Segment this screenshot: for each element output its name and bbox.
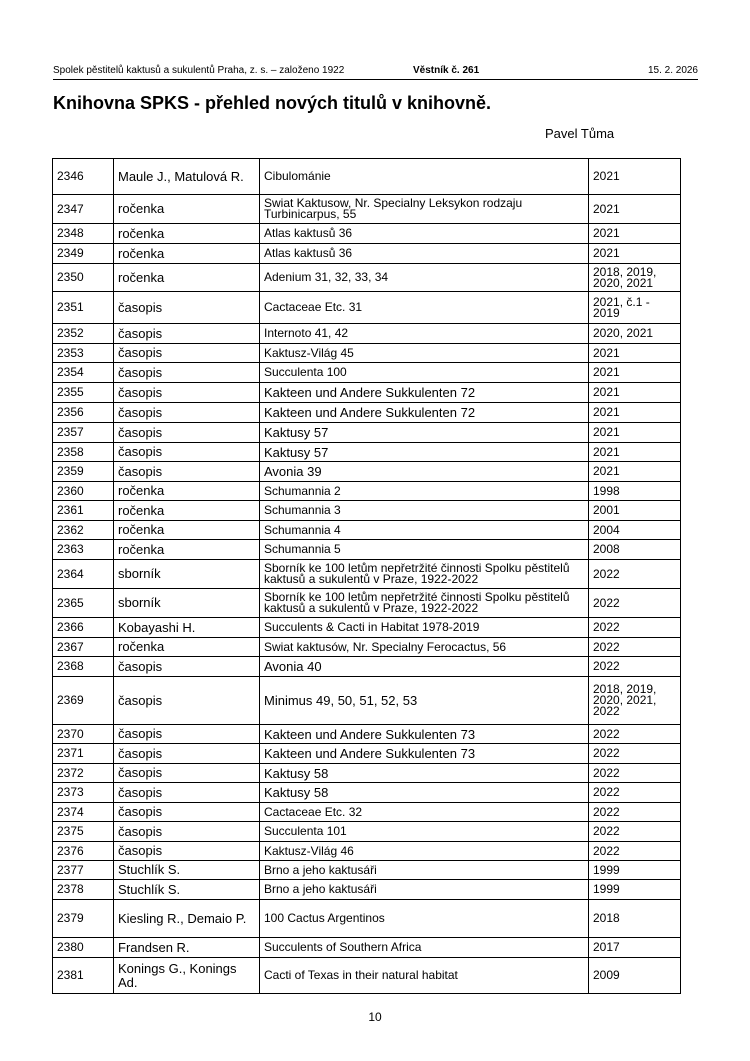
author-cell: Stuchlík S. [114,880,260,900]
year-cell: 2021 [589,224,681,244]
table-row [53,560,681,589]
title-cell: Adenium 31, 32, 33, 34 [260,264,589,292]
author-cell: ročenka [114,501,260,521]
catalog-number-cell: 2346 [53,159,114,195]
title-cell: Kakteen und Andere Sukkulenten 72 [260,383,589,403]
author-cell: sborník [114,589,260,618]
year-cell: 2021 [589,244,681,264]
author-cell: časopis [114,403,260,423]
table-row [53,657,681,677]
table-row [53,861,681,880]
title-cell: Cibulománie [260,159,589,195]
author-cell: ročenka [114,224,260,244]
page-title: Knihovna SPKS - přehled nových titulů v knihovně. [53,93,492,113]
year-cell: 2022 [589,725,681,744]
issue-date: 15. 2. 2026 [647,65,698,76]
catalog-number-cell: 2375 [53,822,114,842]
table-row [53,589,681,618]
title-cell: Atlas kaktusů 36 [260,244,589,264]
catalog-number-cell: 2372 [53,764,114,783]
title-cell: Kaktusy 57 [260,443,589,462]
year-cell: 2018 [589,900,681,938]
table-row [53,292,681,324]
author-cell: časopis [114,363,260,383]
author-cell: časopis [114,822,260,842]
catalog-number-cell: 2374 [53,803,114,822]
catalog-number-cell: 2359 [53,462,114,482]
catalog-number-cell: 2370 [53,725,114,744]
catalog-number-cell: 2351 [53,292,114,324]
catalog-number-cell: 2355 [53,383,114,403]
table-row [53,244,681,264]
year-cell: 2021 [589,462,681,482]
author-cell: Stuchlík S. [114,861,260,880]
year-cell: 2022 [589,618,681,638]
author-cell: časopis [114,803,260,822]
catalog-number-cell: 2368 [53,657,114,677]
title-cell: Internoto 41, 42 [260,324,589,344]
title-cell: Kaktusy 58 [260,783,589,803]
author-cell: časopis [114,423,260,443]
catalog-number-cell: 2367 [53,638,114,657]
year-cell: 1999 [589,861,681,880]
year-cell: 2008 [589,540,681,560]
author-cell: časopis [114,677,260,725]
catalog-number-cell: 2365 [53,589,114,618]
year-cell: 2021 [589,363,681,383]
catalog-number-cell: 2369 [53,677,114,725]
author-cell: Maule J., Matulová R. [114,159,260,195]
author-cell: časopis [114,344,260,363]
table-row [53,540,681,560]
year-cell: 2004 [589,521,681,540]
header-divider [53,79,698,80]
library-titles-table [52,158,681,994]
catalog-number-cell: 2376 [53,842,114,861]
table-row [53,938,681,958]
catalog-number-cell: 2347 [53,195,114,224]
year-cell: 2020, 2021 [589,324,681,344]
catalog-number-cell: 2348 [53,224,114,244]
catalog-number-cell: 2358 [53,443,114,462]
author-cell: časopis [114,783,260,803]
catalog-number-cell: 2373 [53,783,114,803]
table-row [53,501,681,521]
author-cell: časopis [114,462,260,482]
catalog-number-cell: 2354 [53,363,114,383]
catalog-number-cell: 2350 [53,264,114,292]
year-cell: 2022 [589,842,681,861]
author-cell: časopis [114,725,260,744]
year-cell: 2022 [589,744,681,764]
author-cell: sborník [114,560,260,589]
page-number: 10 [368,1010,382,1024]
catalog-number-cell: 2364 [53,560,114,589]
table-row [53,363,681,383]
catalog-number-cell: 2353 [53,344,114,363]
title-cell: Sborník ke 100 letům nepřetržité činnosti Spolku pěstitelů kaktusů a sukulentů v Praze, 1922-2022 [260,560,589,589]
article-author: Pavel Tůma [545,126,615,141]
author-cell: časopis [114,292,260,324]
table-row [53,783,681,803]
author-cell: časopis [114,324,260,344]
author-cell: časopis [114,383,260,403]
table-row [53,725,681,744]
author-cell: ročenka [114,244,260,264]
title-cell: Minimus 49, 50, 51, 52, 53 [260,677,589,725]
table-row [53,677,681,725]
society-name: Spolek pěstitelů kaktusů a sukulentů Praha, z. s. – založeno 1922 [53,65,345,76]
year-cell: 2022 [589,589,681,618]
year-cell: 2022 [589,560,681,589]
table-row [53,822,681,842]
catalog-number-cell: 2363 [53,540,114,560]
title-cell: Succulenta 100 [260,363,589,383]
year-cell: 2022 [589,803,681,822]
year-cell: 2022 [589,657,681,677]
year-cell: 2018, 2019, 2020, 2021, 2022 [589,677,681,725]
year-cell: 2022 [589,638,681,657]
year-cell: 2018, 2019, 2020, 2021 [589,264,681,292]
title-cell: Kaktusy 57 [260,423,589,443]
table-row [53,638,681,657]
catalog-number-cell: 2349 [53,244,114,264]
title-cell: Kaktusy 58 [260,764,589,783]
table-row [53,618,681,638]
year-cell: 2009 [589,958,681,994]
catalog-number-cell: 2362 [53,521,114,540]
author-cell: ročenka [114,638,260,657]
table-row [53,462,681,482]
catalog-number-cell: 2357 [53,423,114,443]
author-cell: časopis [114,744,260,764]
table-row [53,803,681,822]
catalog-number-cell: 2352 [53,324,114,344]
table-row [53,900,681,938]
table-row [53,443,681,462]
year-cell: 2021 [589,195,681,224]
title-cell: Schumannia 4 [260,521,589,540]
page-header [53,64,698,78]
year-cell: 2021 [589,443,681,462]
year-cell: 1998 [589,482,681,501]
author-cell: Kobayashi H. [114,618,260,638]
author-cell: časopis [114,657,260,677]
year-cell: 2022 [589,822,681,842]
title-cell: Succulents & Cacti in Habitat 1978-2019 [260,618,589,638]
table-row [53,423,681,443]
catalog-number-cell: 2377 [53,861,114,880]
title-cell: 100 Cactus Argentinos [260,900,589,938]
table-row [53,482,681,501]
catalog-number-cell: 2360 [53,482,114,501]
year-cell: 2021, č.1 - 2019 [589,292,681,324]
year-cell: 2021 [589,159,681,195]
author-cell: časopis [114,443,260,462]
table-row [53,403,681,423]
table-row [53,224,681,244]
title-cell: Sborník ke 100 letům nepřetržité činnosti Spolku pěstitelů kaktusů a sukulentů v Praze, 1922-2022 [260,589,589,618]
title-cell: Brno a jeho kaktusáři [260,861,589,880]
title-cell: Avonia 40 [260,657,589,677]
author-cell: Frandsen R. [114,938,260,958]
author-cell: ročenka [114,195,260,224]
author-cell: ročenka [114,521,260,540]
title-cell: Cactaceae Etc. 31 [260,292,589,324]
year-cell: 2001 [589,501,681,521]
title-cell: Succulents of Southern Africa [260,938,589,958]
year-cell: 2021 [589,403,681,423]
year-cell: 1999 [589,880,681,900]
title-cell: Avonia 39 [260,462,589,482]
author-cell: ročenka [114,482,260,501]
title-cell: Kakteen und Andere Sukkulenten 72 [260,403,589,423]
catalog-number-cell: 2356 [53,403,114,423]
title-cell: Schumannia 5 [260,540,589,560]
year-cell: 2017 [589,938,681,958]
catalog-number-cell: 2361 [53,501,114,521]
table-row [53,159,681,195]
author-cell: Kiesling R., Demaio P. [114,900,260,938]
title-cell: Kaktusz-Világ 45 [260,344,589,363]
table-row [53,744,681,764]
year-cell: 2021 [589,423,681,443]
author-cell: Konings G., Konings Ad. [114,958,260,994]
catalog-number-cell: 2381 [53,958,114,994]
table-row [53,880,681,900]
table-row [53,324,681,344]
catalog-number-cell: 2366 [53,618,114,638]
catalog-number-cell: 2379 [53,900,114,938]
year-cell: 2021 [589,383,681,403]
title-cell: Kakteen und Andere Sukkulenten 73 [260,725,589,744]
bulletin-number: Věstník č. 261 [413,65,480,76]
title-cell: Atlas kaktusů 36 [260,224,589,244]
year-cell: 2021 [589,344,681,363]
table-row [53,764,681,783]
title-cell: Cacti of Texas in their natural habitat [260,958,589,994]
title-cell: Brno a jeho kaktusáři [260,880,589,900]
title-cell: Swiat kaktusów, Nr. Specialny Ferocactus, 56 [260,638,589,657]
table-row [53,842,681,861]
title-cell: Schumannia 3 [260,501,589,521]
title-cell: Succulenta 101 [260,822,589,842]
table-row [53,521,681,540]
table-row [53,264,681,292]
year-cell: 2022 [589,764,681,783]
title-cell: Cactaceae Etc. 32 [260,803,589,822]
title-cell: Kakteen und Andere Sukkulenten 73 [260,744,589,764]
title-cell: Kaktusz-Világ 46 [260,842,589,861]
title-cell: Schumannia 2 [260,482,589,501]
catalog-number-cell: 2380 [53,938,114,958]
year-cell: 2022 [589,783,681,803]
catalog-number-cell: 2371 [53,744,114,764]
author-cell: časopis [114,842,260,861]
title-cell: Swiat Kaktusow, Nr. Specialny Leksykon rodzaju Turbinicarpus, 55 [260,195,589,224]
table-row [53,195,681,224]
author-cell: časopis [114,764,260,783]
author-cell: ročenka [114,264,260,292]
author-cell: ročenka [114,540,260,560]
table-row [53,344,681,363]
table-row [53,383,681,403]
table-row [53,958,681,994]
catalog-number-cell: 2378 [53,880,114,900]
